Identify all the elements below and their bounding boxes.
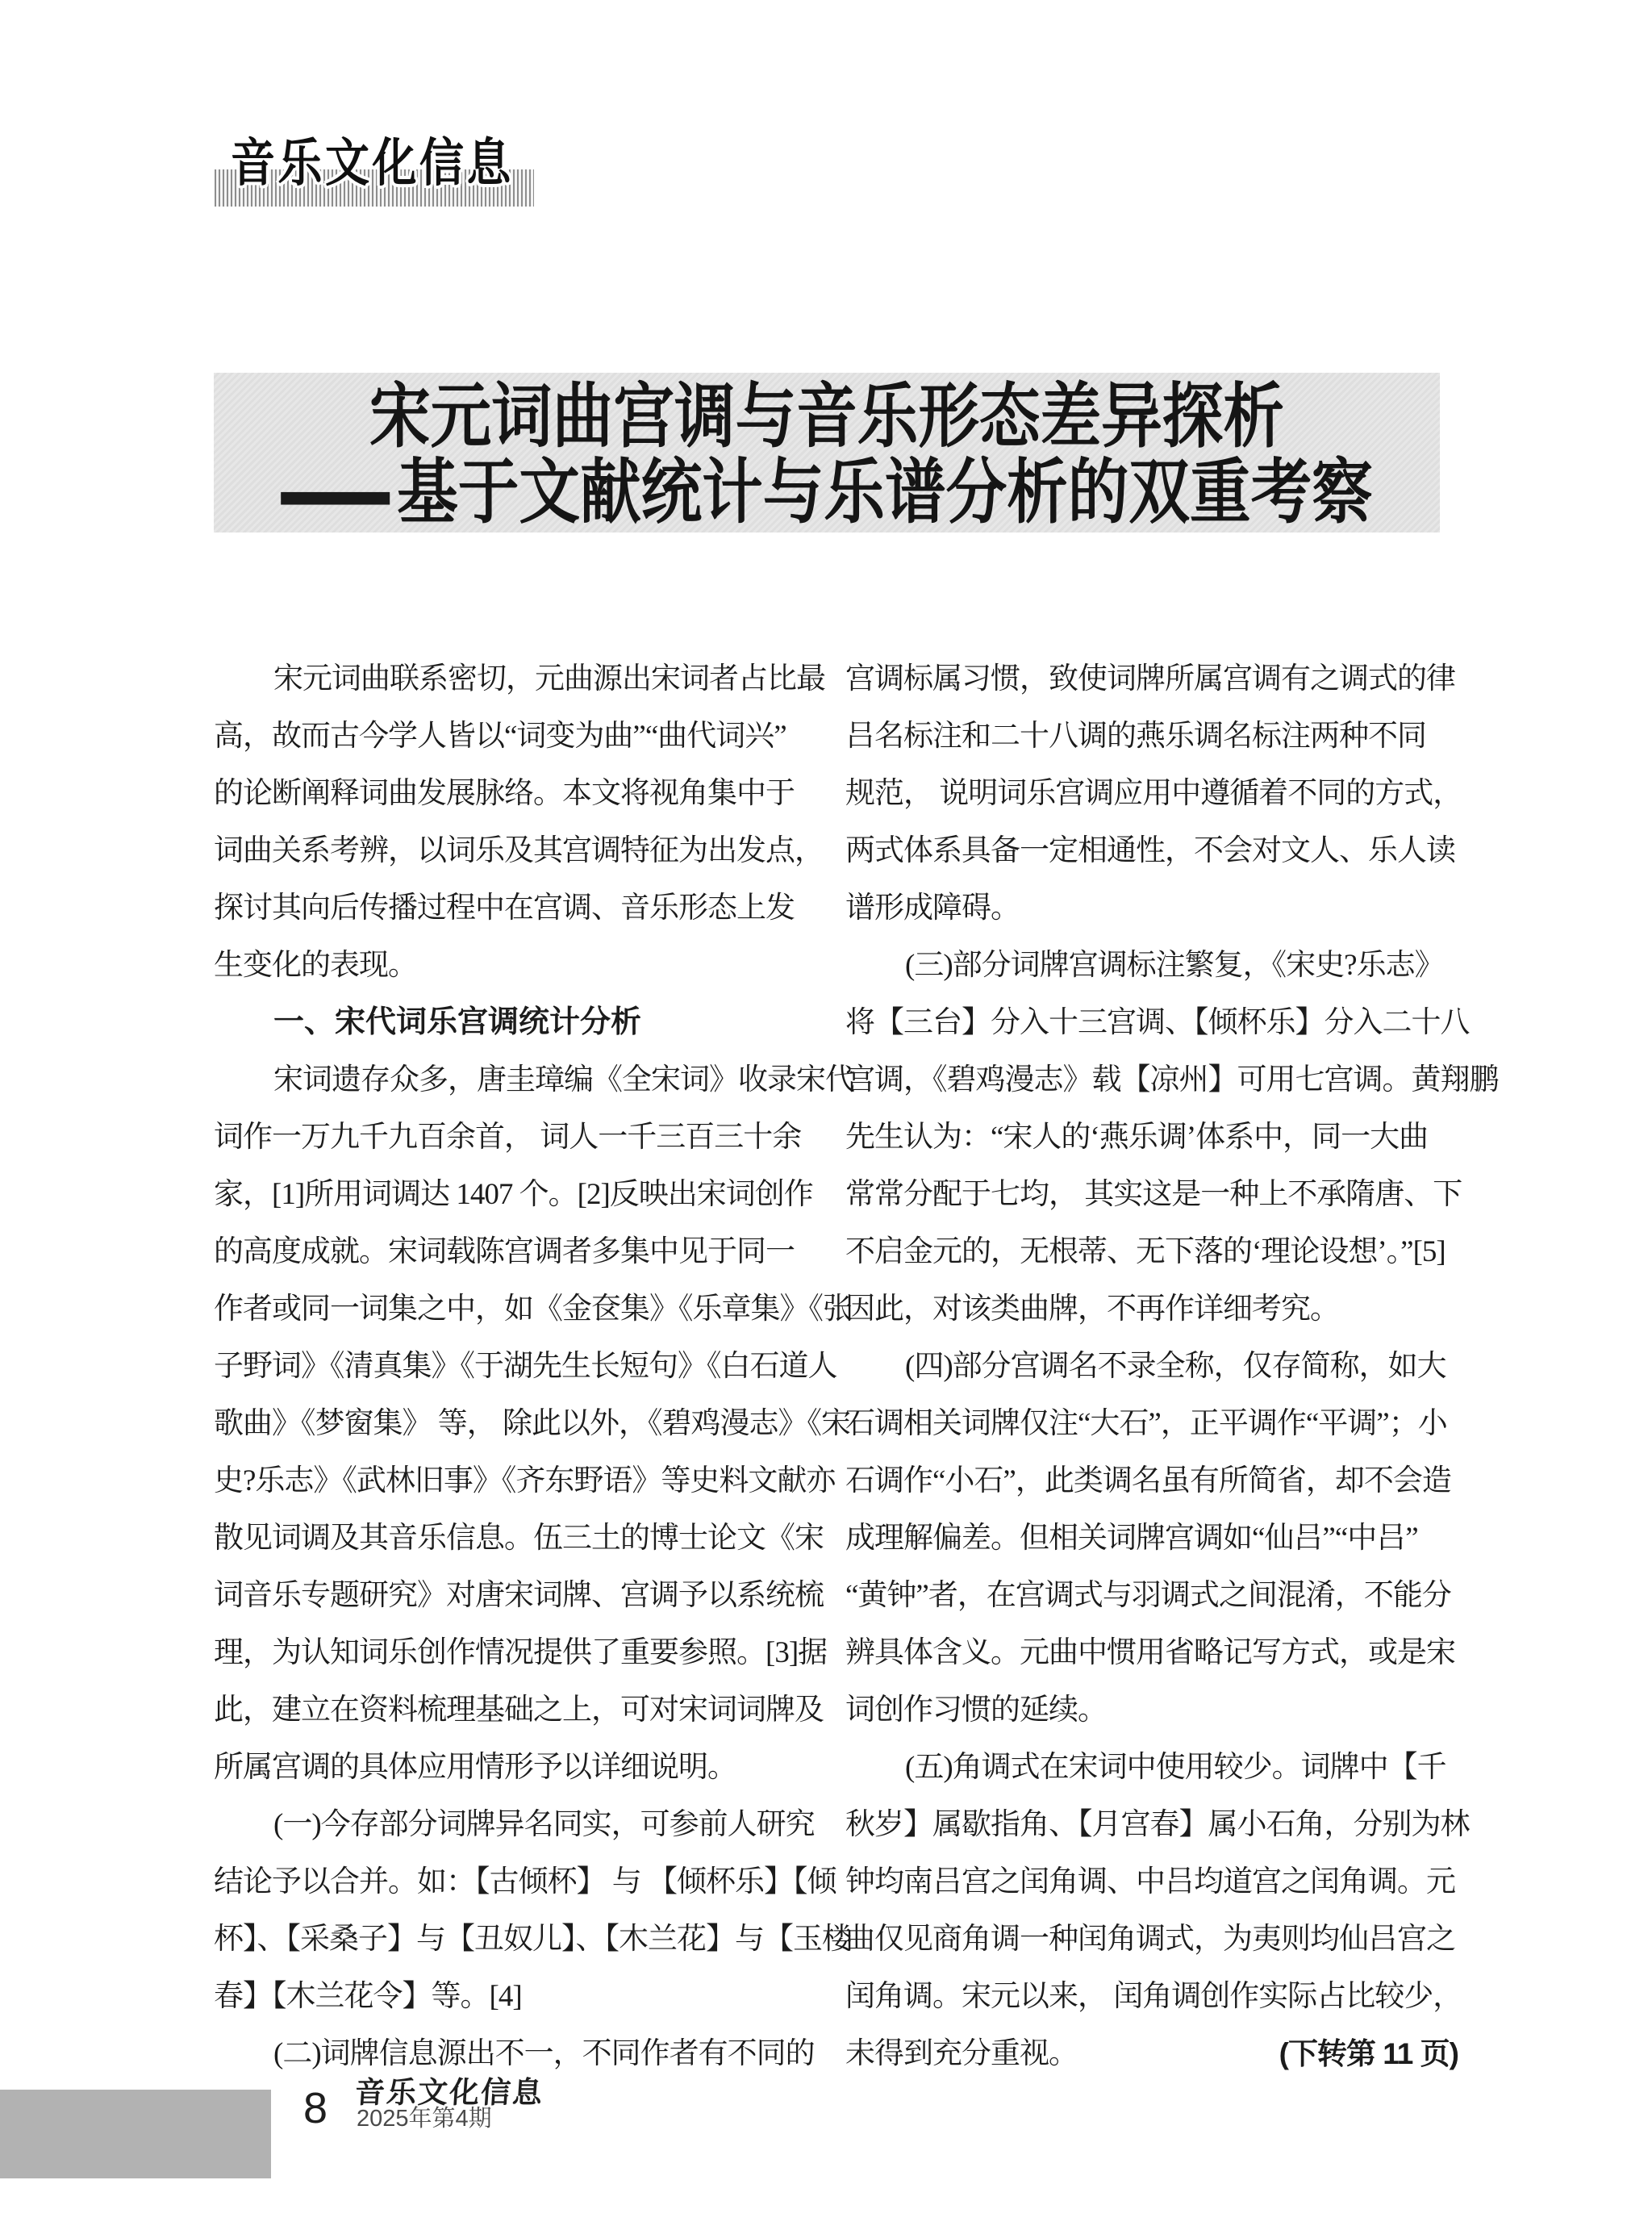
text-line: 吕名标注和二十八调的燕乐调名标注两种不同 xyxy=(845,720,1426,753)
text-line: 史?乐志》《武林旧事》《齐东野语》等史料文献亦 xyxy=(214,1464,836,1497)
text-line: 石调相关词牌仅注“大石”，正平调作“平调”；小 xyxy=(845,1407,1447,1440)
text-line: 散见词调及其音乐信息。伍三土的博士论文《宋 xyxy=(214,1522,824,1555)
text-line: 歌曲》《梦窗集》 等， 除此以外，《碧鸡漫志》《宋 xyxy=(214,1407,850,1440)
text-line: 两式体系具备一定相通性，不会对文人、乐人读 xyxy=(845,834,1455,867)
text-line xyxy=(845,2025,1458,2082)
text-line: 探讨其向后传播过程中在宫调、音乐形态上发 xyxy=(214,892,795,925)
text-line: “黄钟”者，在宫调式与羽调式之间混淆，不能分 xyxy=(845,1579,1451,1612)
text-line: 词音乐专题研究》对唐宋词牌、宫调予以系统梳 xyxy=(214,1579,824,1612)
text-line: 作者或同一词集之中，如《金奁集》《乐章集》《张 xyxy=(214,1293,852,1326)
article-title: 宋元词曲宫调与音乐形态差异探析 xyxy=(369,378,1284,457)
article-subtitle xyxy=(275,454,1379,532)
text-line: 因此，对该类曲牌，不再作详细考究。 xyxy=(845,1293,1339,1326)
right-column xyxy=(845,650,1499,2082)
text-line: 宋元词曲联系密切，元曲源出宋词者占比最 xyxy=(273,662,825,695)
text-line: 所属宫调的具体应用情形予以详细说明。 xyxy=(214,1751,736,1784)
text-line: 理，为认知词乐创作情况提供了重要参照。[3]据 xyxy=(214,1636,828,1669)
text-line: 高，故而古今学人皆以“词变为曲”“曲代词兴” xyxy=(214,720,786,753)
text-line: 常常分配于七均， 其实这是一种上不承隋唐、下 xyxy=(845,1178,1462,1211)
text-line: 结论予以合并。如：【古倾杯】 与 【倾杯乐】【倾 xyxy=(214,1865,836,1898)
text-line: 词创作习惯的延续。 xyxy=(845,1694,1107,1727)
text-line: 的高度成就。宋词载陈宫调者多集中见于同一 xyxy=(214,1235,795,1268)
page-number: 8 xyxy=(303,2084,328,2132)
text-line: 此，建立在资料梳理基础之上，可对宋词词牌及 xyxy=(214,1694,824,1727)
text-line: 辨具体含义。元曲中惯用省略记写方式，或是宋 xyxy=(845,1636,1455,1669)
text-line: 生变化的表现。 xyxy=(214,949,417,982)
text-line: 春】【木兰花令】等。[4] xyxy=(214,1980,522,2013)
text-line: 词曲关系考辨，以词乐及其宫调特征为出发点， xyxy=(214,834,824,867)
footer-issue: 2025年第4期 xyxy=(357,2106,492,2132)
text-line: (一)今存部分词牌异名同实，可参前人研究 xyxy=(273,1808,815,1841)
text-line: 秋岁】属歇指角、【月宫春】属小石角，分别为林 xyxy=(845,1808,1470,1841)
section-heading: 一、宋代词乐宫调统计分析 xyxy=(273,1005,642,1039)
text-line: (二)词牌信息源出不一，不同作者有不同的 xyxy=(273,2037,815,2070)
text-line: 的论断阐释词曲发展脉络。本文将视角集中于 xyxy=(214,777,795,810)
text-line: 杯】、【采桑子】与【丑奴儿】、【木兰花】与【玉楼 xyxy=(214,1923,851,1956)
text-line: 曲仅见商角调一种闰角调式，为夷则均仙吕宫之 xyxy=(845,1923,1455,1956)
text-line: 子野词》《清真集》《于湖先生长短句》《白石道人 xyxy=(214,1350,837,1383)
article-subtitle-text: 基于文献统计与乐谱分析的双重考察 xyxy=(397,454,1373,532)
text-line: 词作一万九千九百余首， 词人一千三百三十余 xyxy=(214,1121,802,1154)
footer-journal-name: 音乐文化信息 xyxy=(353,2077,545,2110)
footer-bar xyxy=(0,2090,271,2178)
text-line: 将【三台】分入十三宫调、【倾杯乐】分入二十八 xyxy=(845,1006,1470,1039)
text-line: 不启金元的，无根蒂、无下落的‘理论设想’。”[5] xyxy=(845,1235,1446,1268)
text-line: 宋词遗存众多，唐圭璋编《全宋词》收录宋代 xyxy=(273,1063,854,1096)
em-dash-icon xyxy=(281,492,390,505)
text-line: (三)部分词牌宫调标注繁复，《宋史?乐志》 xyxy=(905,949,1444,982)
text-line: 石调作“小石”，此类调名虽有所简省，却不会造 xyxy=(845,1464,1451,1497)
text-line: 规范， 说明词乐宫调应用中遵循着不同的方式， xyxy=(845,777,1462,810)
text-line: 钟均南吕宫之闰角调、中吕均道宫之闰角调。元 xyxy=(845,1865,1455,1898)
text-line: (四)部分宫调名不录全称，仅存简称，如大 xyxy=(905,1350,1446,1383)
text-line: (五)角调式在宋词中使用较少。词牌中【千 xyxy=(905,1751,1446,1784)
continuation-note: (下转第 11 页) xyxy=(1279,2037,1458,2070)
left-column xyxy=(214,650,854,2082)
article-title-block xyxy=(214,373,1440,532)
text-line: 闰角调。宋元以来， 闰角调创作实际占比较少， xyxy=(845,1980,1462,2013)
text-line: 未得到充分重视。 xyxy=(845,2037,1078,2070)
section-label: 音乐文化信息 xyxy=(231,134,514,192)
text-line: 成理解偏差。但相关词牌宫调如“仙吕”“中吕” xyxy=(845,1522,1418,1555)
text-line: 先生认为：“宋人的‘燕乐调’体系中，同一大曲 xyxy=(845,1121,1429,1154)
text-line: 宫调标属习惯，致使词牌所属宫调有之调式的律 xyxy=(845,662,1455,695)
text-line: 家，[1]所用词调达 1407 个。[2]反映出宋词创作 xyxy=(214,1178,813,1211)
text-line: 谱形成障碍。 xyxy=(845,892,1020,925)
text-line: 宫调，《碧鸡漫志》载【凉州】可用七宫调。黄翔鹏 xyxy=(845,1063,1499,1096)
